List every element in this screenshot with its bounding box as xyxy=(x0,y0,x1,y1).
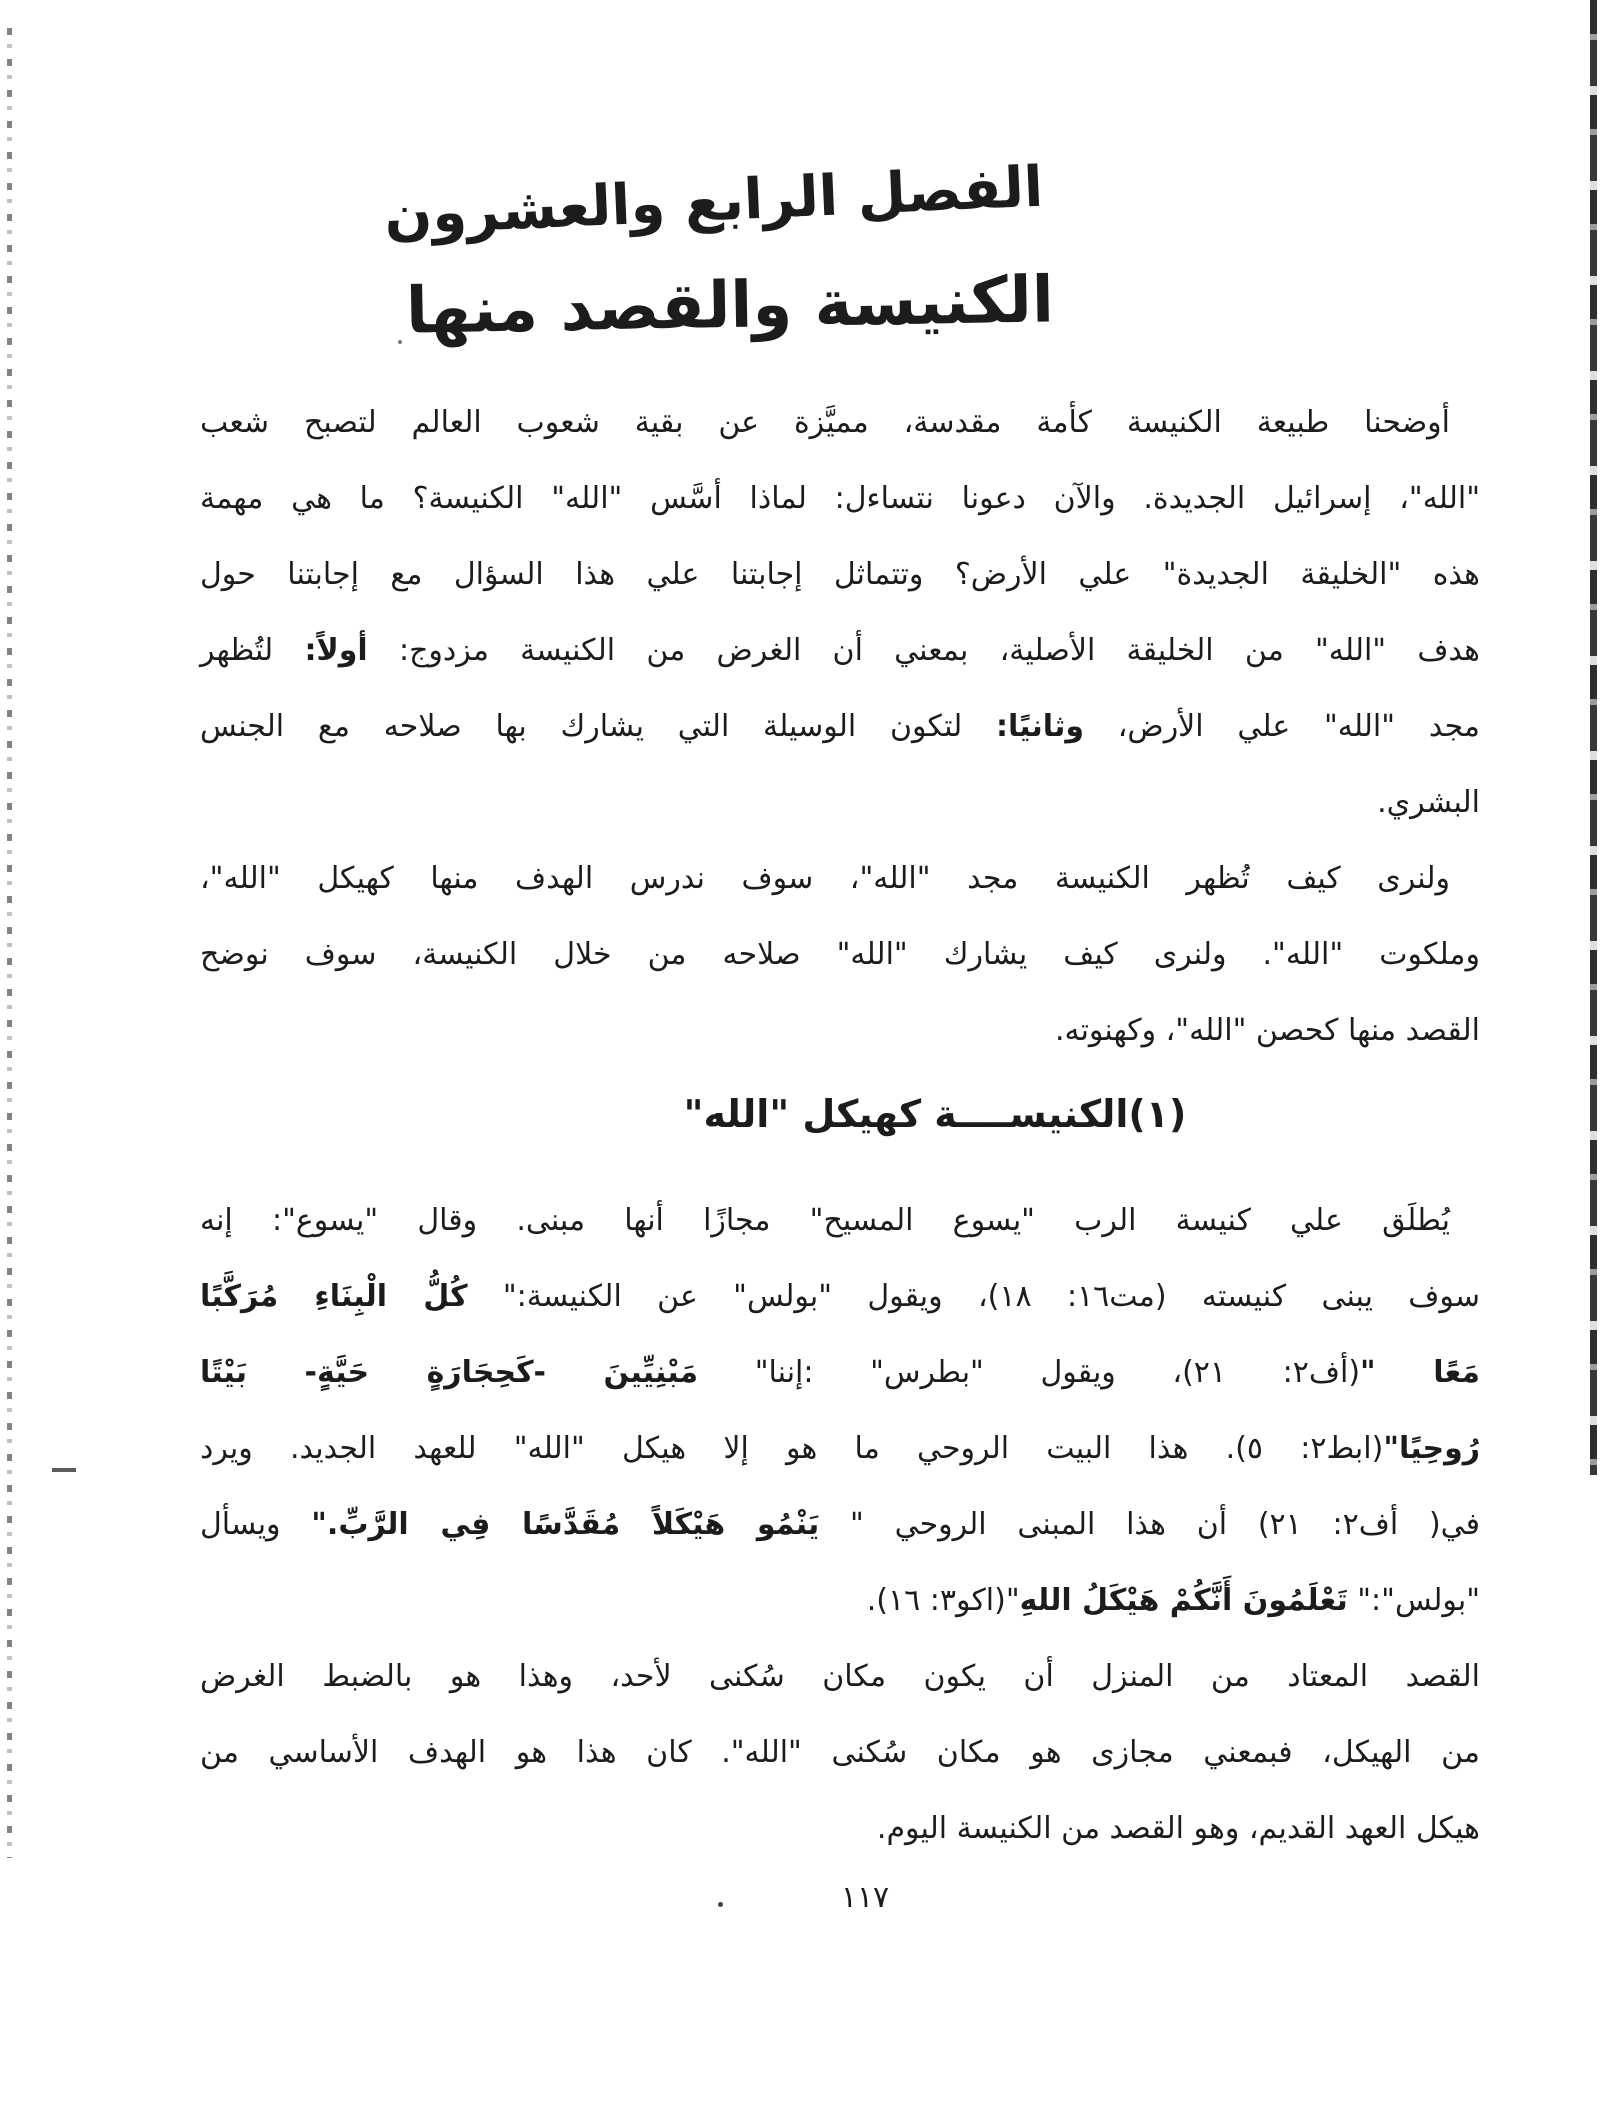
text-line: هيكل العهد القديم، وهو القصد من الكنيسة اليوم. xyxy=(876,1811,1480,1846)
text-line: "بولس":" تَعْلَمُونَ أَنَّكُمْ هَيْكَلُ اللهِ"(اكو٣: ١٦). xyxy=(866,1583,1480,1618)
page-number: ١١٧ xyxy=(840,1880,890,1915)
scan-speck xyxy=(718,1902,723,1907)
text-line: رُوحِيًا"(ابط٢: ٥). هذا البيت الروحي ما هو إلا هيكل "الله" للعهد الجديد. ويرد xyxy=(200,1431,1480,1466)
text-line: هذه "الخليقة الجديدة" علي الأرض؟ وتتماثل إجابتنا علي هذا السؤال مع إجابتنا حول xyxy=(200,557,1480,592)
page-title-text: الكنيسة والقصد منها xyxy=(405,263,1055,349)
text-line: يُطلَق علي كنيسة الرب "يسوع المسيح" مجازًا أنها مبنى. وقال "يسوع": إنه xyxy=(200,1203,1450,1238)
chapter-title-text: الفصل الرابع والعشرون xyxy=(383,154,1045,249)
text-line: هدف "الله" من الخليقة الأصلية، بمعني أن الغرض من الكنيسة مزدوج: أولاً: لتُظهر xyxy=(200,633,1480,668)
text-line: ولنرى كيف تُظهر الكنيسة مجد "الله"، سوف ندرس الهدف منها كهيكل "الله"، xyxy=(200,861,1450,896)
text-line: مَعًا "(أف٢: ٢١)، ويقول "بطرس" :إننا" مَبْنِيِّينَ -كَحِجَارَةٍ حَيَّةٍ- بَيْتًا xyxy=(200,1355,1480,1390)
scan-dash-artifact xyxy=(52,1468,76,1472)
text-line: من الهيكل، فبمعني مجازى هو مكان سُكنى "الله". كان هذا هو الهدف الأساسي من xyxy=(200,1735,1480,1770)
section-heading: (١)الكنيســــة كهيكل "الله" xyxy=(683,1092,1187,1136)
page-title xyxy=(0,263,1600,349)
text-line: القصد منها كحصن "الله"، وكهنوته. xyxy=(1054,1013,1480,1048)
chapter-title xyxy=(0,154,1600,249)
text-line: أوضحنا طبيعة الكنيسة كأمة مقدسة، مميَّزة عن بقية شعوب العالم لتصبح شعب xyxy=(200,405,1450,440)
body-text xyxy=(200,385,1480,1867)
text-line: سوف يبنى كنيسته (مت١٦: ١٨)، ويقول "بولس" عن الكنيسة:" كُلُّ الْبِنَاءِ مُرَكَّبًا xyxy=(200,1279,1480,1314)
text-line: القصد المعتاد من المنزل أن يكون مكان سُكنى لأحد، وهذا هو بالضبط الغرض xyxy=(200,1659,1480,1694)
text-line: "الله"، إسرائيل الجديدة. والآن دعونا نتساءل: لماذا أسَّس "الله" الكنيسة؟ ما هي مهمة xyxy=(200,481,1480,516)
text-line: في( أف٢: ٢١) أن هذا المبنى الروحي " يَنْمُو هَيْكَلاً مُقَدَّسًا فِي الرَّبِّ." ويسأل xyxy=(200,1507,1480,1542)
text-line: البشري. xyxy=(1377,785,1480,820)
text-line: مجد "الله" علي الأرض، وثانيًا: لتكون الوسيلة التي يشارك بها صلاحه مع الجنس xyxy=(200,709,1481,744)
text-line: وملكوت "الله". ولنرى كيف يشارك "الله" صلاحه من خلال الكنيسة، سوف نوضح xyxy=(200,937,1480,972)
